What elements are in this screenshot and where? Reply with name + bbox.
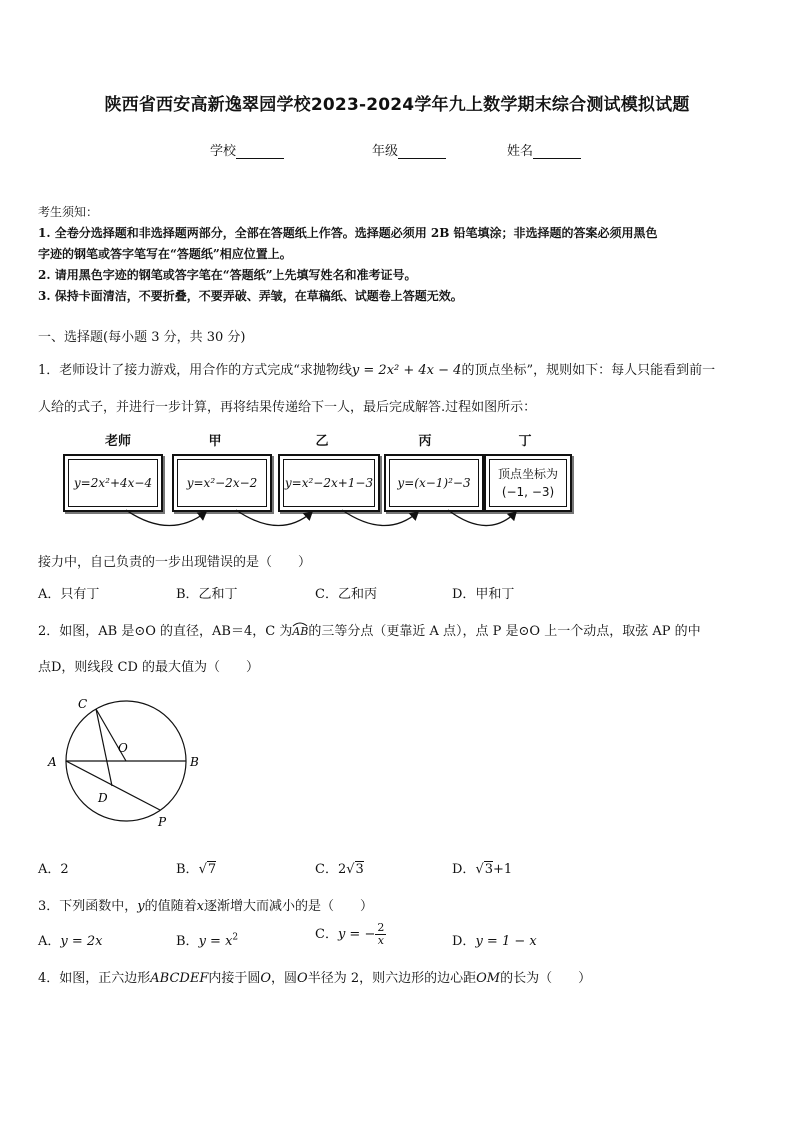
q3-var-y: y [137, 899, 145, 914]
q3-option-d-prefix: D． [452, 934, 476, 949]
q3-option-b-prefix: B． [176, 934, 199, 949]
q2-option-a-value: 2 [60, 862, 69, 877]
q2-option-c-radicand: 3 [355, 862, 364, 877]
arc-mark [292, 621, 308, 627]
box-label-ding: 丁 [518, 434, 532, 449]
q2-option-c-coef: 2 [337, 862, 347, 877]
q3-text-pre: 3．下列函数中， [38, 899, 138, 914]
q3-option-c-fraction [375, 922, 386, 947]
q4-circle-o1: O [260, 971, 272, 986]
notice-item-3: 3. 保持卡面清洁，不要折叠，不要弄破、弄皱，在草稿纸、试题卷上答题无效。 [38, 289, 463, 303]
grade-label: 年级 [372, 144, 399, 159]
name-blank[interactable] [533, 144, 581, 159]
q4-text-mid3: 半径为 2，则六边形的边心距 [307, 971, 477, 986]
q4-circle-o2: O [297, 971, 308, 986]
q2-option-a-prefix: A． [38, 862, 61, 877]
q2-option-a[interactable] [38, 858, 69, 877]
q4-text-mid2: ，圆 [271, 971, 298, 986]
section-heading: 一、选择题(每小题 3 分，共 30 分) [38, 330, 246, 345]
q4-hexagon: ABCDEF [150, 971, 209, 986]
q3-option-a-prefix: A． [38, 934, 61, 949]
school-blank[interactable] [236, 144, 284, 159]
expr-ding-line2: (−1, −3) [501, 485, 555, 499]
relay-arrows [60, 428, 590, 533]
q2-option-b-radicand: 7 [207, 862, 217, 877]
q3-option-c-expr: y = − [337, 927, 376, 942]
q2-line1 [38, 620, 760, 639]
q3-option-c-den: x [377, 934, 384, 947]
arrow-2 [236, 510, 312, 526]
q1-line2: 人给的式子，并进行一步计算，再将结果传递给下一人，最后完成解答.过程如图所示： [38, 400, 537, 415]
expr-bing: y=(x−1)²−3 [389, 459, 479, 507]
notice-item-2: 2. 请用黑色字迹的钢笔或答字笔在“答题纸”上先填写姓名和准考证号。 [38, 268, 417, 282]
q3-text-mid: 的值随着 [144, 899, 197, 914]
segment-cd [96, 709, 112, 786]
q3-option-c-prefix: C． [315, 927, 338, 942]
arrow-4 [448, 510, 516, 526]
school-label: 学校 [210, 144, 237, 159]
q3-option-a-expr: y = 2x [60, 934, 103, 949]
label-d: D [98, 791, 108, 805]
q2-option-b-prefix: B． [176, 862, 199, 877]
q3-option-b-expr: y = x [198, 934, 233, 949]
q3-var-x: x [196, 899, 204, 914]
q2-option-d[interactable]: D．√3+1 [452, 862, 513, 877]
arrow-3 [342, 510, 418, 526]
q4-text-pre: 4．如图，正六边形 [38, 971, 151, 986]
box-label-teacher: 老师 [104, 434, 131, 449]
circle-figure [40, 690, 220, 830]
q2-text-pre: 2．如图，AB 是⊙O 的直径，AB＝4，C 为 [38, 624, 293, 639]
q3-option-c-num: 2 [377, 921, 385, 934]
school-field[interactable] [210, 140, 284, 159]
q3-stem [38, 895, 760, 914]
q3-options [38, 921, 760, 960]
q2-option-d-radicand: 3 [484, 862, 494, 877]
name-label: 姓名 [507, 144, 534, 159]
q3-text-post: 逐渐增大而减小的是（ ） [204, 899, 374, 914]
name-field[interactable] [507, 140, 581, 159]
q2-option-c[interactable]: C．2√3 [315, 862, 364, 877]
label-c: C [78, 697, 88, 711]
q1-question: 接力中，自己负责的一步出现错误的是（ ） [38, 555, 312, 570]
q1-formula: y = 2x² + 4x − 4 [351, 363, 462, 378]
expr-yi: y=x²−2x+1−3 [283, 459, 375, 507]
q2-option-c-prefix: C． [315, 862, 338, 877]
q3-option-d[interactable] [452, 930, 537, 949]
q2-option-b[interactable]: B．√7 [176, 862, 217, 877]
q3-option-b-sup: 2 [232, 932, 239, 943]
notice-item-1-line1: 1. 全卷分选择题和非选择题两部分，全部在答题纸上作答。选择题必须用 2B 铅笔填涂；非选择题的答案必须用黑色 [38, 226, 658, 240]
expr-teacher: y=2x²+4x−4 [68, 459, 158, 507]
box-label-jia: 甲 [208, 434, 222, 449]
q3-option-d-expr: y = 1 − x [475, 934, 537, 949]
grade-field[interactable] [372, 140, 446, 159]
arrow-1 [126, 510, 206, 526]
expr-ding-line1: 顶点坐标为 [497, 467, 558, 481]
notice-heading: 考生须知： [38, 205, 99, 219]
q1-text-post: 的顶点坐标”，规则如下：每人只能看到前一 [461, 363, 716, 378]
q1-option-c[interactable]: C．乙和丙 [315, 587, 377, 602]
q1-text-pre: 1．老师设计了接力游戏，用合作的方式完成“求抛物线 [38, 363, 352, 378]
label-p: P [158, 815, 167, 829]
q3-option-b[interactable] [176, 930, 238, 949]
q4-text-post: 的长为（ ） [500, 971, 592, 986]
q2-arc-label: AB [292, 625, 309, 638]
page-title: 陕西省西安高新逸翠园学校2023-2024学年九上数学期末综合测试模拟试题 [104, 95, 690, 115]
q1-option-a[interactable]: A．只有丁 [38, 587, 100, 602]
notice-block [38, 202, 758, 307]
label-a: A [48, 755, 57, 769]
q3-option-a[interactable] [38, 930, 103, 949]
relay-diagram [60, 428, 590, 533]
label-b: B [190, 755, 199, 769]
notice-item-1-line2: 字迹的钢笔或答字笔写在“答题纸”相应位置上。 [38, 247, 292, 261]
q2-arc-ab [292, 625, 308, 638]
box-label-yi: 乙 [315, 434, 329, 449]
q3-option-c[interactable] [315, 922, 386, 947]
expr-jia: y=x²−2x−2 [177, 459, 267, 507]
q4-stem [38, 967, 760, 986]
q2-text-post: 的三等分点（更靠近 A 点），点 P 是⊙O 上一个动点，取弦 AP 的中 [308, 624, 701, 639]
q1-line1 [38, 359, 760, 378]
grade-blank[interactable] [398, 144, 446, 159]
q4-segment-om: OM [476, 971, 501, 986]
q1-option-b[interactable]: B．乙和丁 [176, 587, 238, 602]
q1-option-d[interactable]: D．甲和丁 [452, 587, 515, 602]
label-o: O [118, 741, 128, 755]
box-label-bing: 丙 [418, 434, 432, 449]
q2-option-d-suffix: +1 [493, 862, 513, 877]
q4-text-mid1: 内接于圆 [208, 971, 261, 986]
chord-ap [66, 761, 160, 810]
q2-option-d-prefix: D． [452, 862, 476, 877]
q2-line2: 点D，则线段 CD 的最大值为（ ） [38, 660, 260, 675]
